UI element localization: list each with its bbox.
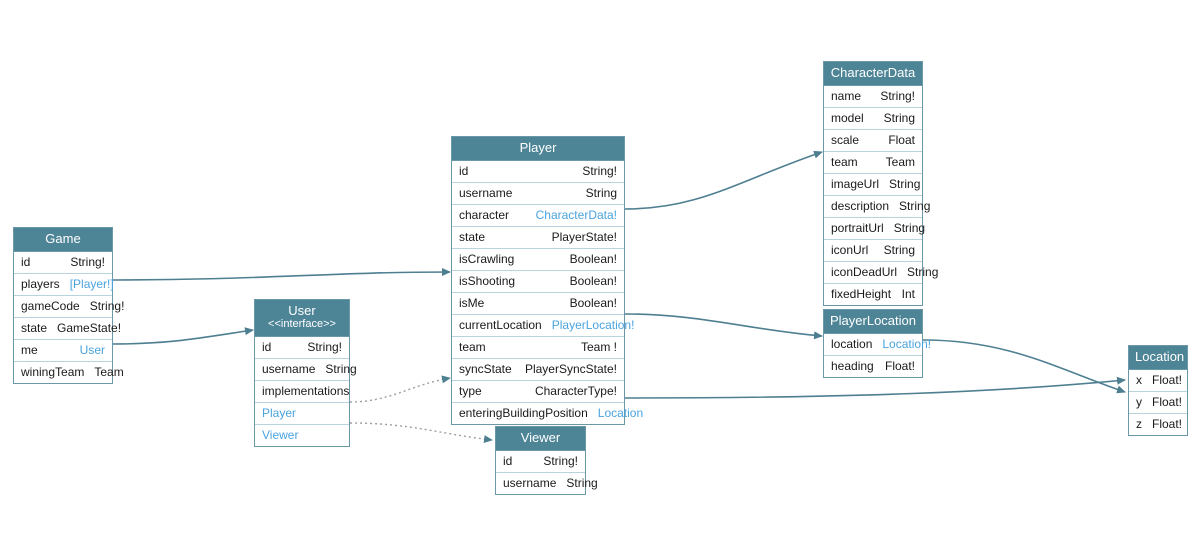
field-type: String: [585, 186, 617, 200]
field-row: [14, 274, 112, 296]
entity-characterdata-title: CharacterData: [824, 62, 922, 86]
edge-user-implements-player: [350, 378, 450, 402]
field-row: [14, 340, 112, 362]
field-name: iconDeadUrl: [831, 265, 898, 279]
field-type: String!: [307, 340, 342, 354]
field-row: [824, 356, 922, 377]
field-row: [824, 284, 922, 305]
field-name: state: [459, 230, 486, 244]
field-row: [824, 240, 922, 262]
field-name: portraitUrl: [831, 221, 884, 235]
field-type: Float: [888, 133, 915, 147]
edge-user-implements-viewer: [350, 423, 492, 440]
field-type: String!: [582, 164, 617, 178]
field-name: location: [831, 337, 873, 351]
field-type: String: [893, 221, 926, 235]
field-row: [452, 249, 624, 271]
field-name: username: [503, 476, 557, 490]
field-row: [824, 130, 922, 152]
entity-characterdata[interactable]: [823, 61, 939, 306]
field-name: id: [503, 454, 513, 468]
field-type: Boolean!: [569, 274, 617, 288]
field-type: Team: [885, 155, 915, 169]
field-name: iconUrl: [831, 243, 869, 257]
field-name: id: [459, 164, 469, 178]
field-type[interactable]: Location: [597, 406, 644, 420]
field-row: [824, 174, 922, 196]
entity-game-title: Game: [14, 228, 112, 252]
field-type: Team: [94, 365, 124, 379]
field-type: String!: [70, 255, 105, 269]
field-type[interactable]: Location!: [882, 337, 932, 351]
field-type[interactable]: User: [79, 343, 105, 357]
field-row: [452, 205, 624, 227]
field-type: String: [889, 177, 921, 191]
entity-location[interactable]: [1128, 345, 1188, 436]
field-row: [14, 296, 125, 318]
field-name: currentLocation: [459, 318, 542, 332]
field-row: [824, 86, 922, 108]
field-name: name: [831, 89, 862, 103]
implementation-player[interactable]: Player: [255, 403, 349, 425]
field-name: imageUrl: [831, 177, 880, 191]
field-row: [452, 227, 624, 249]
field-name: team: [459, 340, 486, 354]
field-type[interactable]: [Player!]: [69, 277, 114, 291]
field-name: isMe: [459, 296, 485, 310]
field-row: [452, 315, 635, 337]
field-row: [452, 337, 624, 359]
field-type: GameState!: [57, 321, 122, 335]
entity-location-title: Location: [1129, 346, 1187, 370]
implementation-viewer[interactable]: Viewer: [262, 428, 299, 442]
field-row: [14, 318, 122, 340]
field-name: username: [459, 186, 513, 200]
field-name: username: [262, 362, 316, 376]
field-type: Int: [901, 287, 915, 301]
field-name: type: [459, 384, 482, 398]
field-name: heading: [831, 359, 874, 373]
field-type: Float!: [884, 359, 915, 373]
field-type: PlayerState!: [551, 230, 617, 244]
entity-viewer-title: Viewer: [496, 427, 585, 451]
field-type: String: [883, 243, 915, 257]
field-row: [452, 271, 624, 293]
field-row: [496, 451, 585, 473]
field-row: [1129, 392, 1187, 414]
field-name: state: [21, 321, 48, 335]
edge-game-players: [113, 272, 450, 280]
field-row: [452, 359, 624, 381]
field-type: Boolean!: [569, 296, 617, 310]
field-name: x: [1136, 373, 1142, 387]
field-name: fixedHeight: [831, 287, 892, 301]
field-name: y: [1136, 395, 1142, 409]
field-row: [452, 403, 644, 424]
field-type: String: [325, 362, 357, 376]
entity-user-title: [255, 300, 349, 337]
field-type: String!: [543, 454, 578, 468]
field-name: winingTeam: [21, 365, 85, 379]
field-row: [824, 262, 939, 284]
field-type: String!: [880, 89, 915, 103]
field-type: Boolean!: [569, 252, 617, 266]
field-name: description: [831, 199, 890, 213]
field-name: team: [831, 155, 858, 169]
field-type: Team !: [580, 340, 617, 354]
field-name: enteringBuildingPosition: [459, 406, 588, 420]
field-type[interactable]: CharacterData!: [535, 208, 617, 222]
field-name: players: [21, 277, 60, 291]
field-name: me: [21, 343, 38, 357]
field-row: [824, 334, 932, 356]
field-row: [255, 337, 349, 359]
entity-player[interactable]: [451, 136, 644, 425]
field-type[interactable]: PlayerLocation!: [551, 318, 635, 332]
field-type: Float!: [1152, 395, 1183, 409]
edge-player-currentlocation: [625, 314, 822, 336]
field-row: [824, 196, 931, 218]
field-type: String!: [89, 299, 125, 313]
edge-game-me: [113, 330, 253, 344]
field-row: [496, 473, 598, 494]
field-type: Float!: [1152, 417, 1183, 431]
implementations-label: implementations: [255, 381, 349, 403]
field-row: [1129, 370, 1187, 392]
field-name: isCrawling: [459, 252, 515, 266]
entity-user-name: User: [288, 303, 316, 318]
field-type: Float!: [1152, 373, 1183, 387]
field-name: gameCode: [21, 299, 80, 313]
field-type: String: [899, 199, 931, 213]
field-row: [14, 362, 124, 383]
entity-player-title: Player: [452, 137, 624, 161]
field-name: z: [1136, 417, 1142, 431]
field-name: id: [262, 340, 272, 354]
field-row: [452, 381, 624, 403]
field-row: [452, 161, 624, 183]
field-row: [824, 218, 926, 240]
field-name: id: [21, 255, 31, 269]
field-row: [14, 252, 112, 274]
entity-game[interactable]: [13, 227, 125, 384]
entity-viewer[interactable]: [495, 426, 598, 495]
entity-user-stereotype: <<interface>>: [268, 318, 336, 330]
field-type: String: [883, 111, 915, 125]
field-name: syncState: [459, 362, 512, 376]
field-row: [255, 359, 357, 381]
edge-playerlocation-location: [923, 340, 1125, 392]
field-type: String: [566, 476, 598, 490]
field-row: [452, 293, 624, 315]
field-name: scale: [831, 133, 860, 147]
field-type: PlayerSyncState!: [524, 362, 617, 376]
edge-player-enteringbuildingposition: [625, 380, 1125, 398]
edge-player-character: [625, 152, 822, 209]
field-row: [452, 183, 624, 205]
field-type: String: [907, 265, 939, 279]
field-row: [1129, 414, 1187, 435]
field-row: [824, 108, 922, 130]
entity-playerlocation-title: PlayerLocation: [824, 310, 922, 334]
field-type: CharacterType!: [534, 384, 617, 398]
field-name: isShooting: [459, 274, 516, 288]
field-name: character: [459, 208, 510, 222]
field-row: [824, 152, 922, 174]
field-name: model: [831, 111, 864, 125]
entity-user[interactable]: [254, 299, 357, 447]
entity-playerlocation[interactable]: [823, 309, 932, 378]
